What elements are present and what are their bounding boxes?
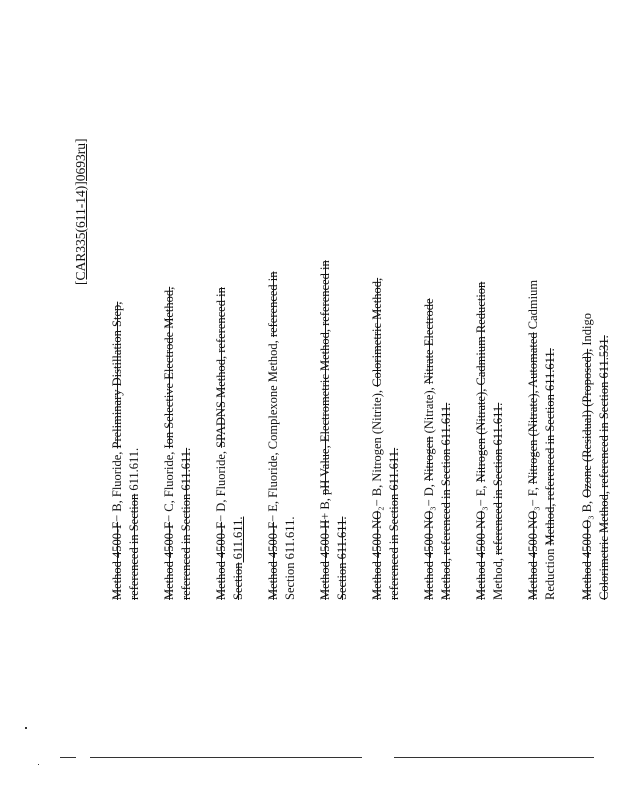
struck-text: Method 4500-O: [580, 519, 594, 600]
method-entry: [421, 260, 455, 600]
method-entry: [369, 260, 403, 600]
entry-text: ₃− D,: [422, 480, 436, 511]
entry-text: ₃ B,: [580, 497, 594, 520]
scan-speck: [25, 727, 27, 729]
method-entry: [579, 260, 613, 600]
struck-text: Method 4500-F: [266, 521, 280, 600]
entry-text: Cadmium Reduction: [526, 279, 557, 600]
method-entry: [109, 260, 143, 600]
struck-text: Colorimetric Method, referenced in Section 611.531.: [597, 335, 611, 600]
entry-text: − B, Fluoride,: [110, 448, 124, 522]
struck-text: Method, referenced in Section 611.611.: [543, 348, 557, 546]
struck-text: SPADNS Method, referenced in Section: [214, 287, 245, 600]
entry-text: Method,: [491, 554, 505, 600]
method-entry: [213, 260, 247, 600]
struck-text: Method 4500-NO: [422, 510, 436, 600]
struck-text: Method 4500-H: [318, 519, 332, 600]
struck-text: Method 4500-F: [214, 521, 228, 600]
struck-text: Method 4500-NO: [526, 510, 540, 600]
scan-speck: [38, 764, 39, 765]
struck-text: referenced in Section 611.611.: [491, 402, 505, 555]
footer-rule-short: [60, 757, 76, 758]
struck-text: Nitrogen (Nitrate), Cadmium Reduction: [474, 281, 488, 483]
struck-text: pH Value, Electrometric Method, referenced in Section 611.611.: [318, 260, 349, 600]
entry-text: − E, Fluoride, Complexone Method,: [266, 337, 280, 522]
struck-text: referenced in: [266, 271, 280, 338]
struck-text: Ion Selective Electrode Method, referenced in Section 611.611.: [162, 286, 193, 600]
entry-text: 611.611.: [127, 447, 141, 494]
rotated-content: [65, 55, 611, 605]
entry-text: Indigo: [580, 313, 594, 349]
footer-rule-right: [394, 757, 594, 758]
method-entry: [265, 260, 299, 600]
entry-text: Section 611.611.: [283, 516, 297, 600]
underlined-text: 611.611.: [231, 516, 245, 563]
struck-text: Method 4500-F: [110, 521, 124, 600]
entry-text: (Nitrate),: [422, 384, 436, 437]
struck-text: referenced in Section: [127, 493, 141, 600]
document-header-code: [CAR335(611-14)]0693ru]: [73, 138, 88, 285]
method-entry: [161, 260, 195, 600]
struck-text: Nitrogen: [422, 436, 436, 481]
struck-text: Ozone (Residual) (Proposed),: [580, 348, 594, 498]
struck-text: Method 4500-F: [162, 521, 176, 600]
entry-text: − D, Fluoride,: [214, 447, 228, 522]
method-entry: [317, 260, 351, 600]
entry-text: ₃− E,: [474, 482, 488, 511]
struck-text: Nitrogen (Nitrate), Automated: [526, 332, 540, 485]
entry-text: ₃− F,: [526, 484, 540, 511]
struck-text: Nitrate Electrode Method, referenced in Section 611.611.: [422, 298, 453, 600]
footer-rule-left: [90, 757, 362, 758]
entry-text: + B,: [318, 495, 332, 520]
entry-text: ₂− B, Nitrogen (Nitrite),: [370, 386, 384, 511]
struck-text: Preliminary Distillation Step,: [110, 301, 124, 449]
struck-text: Method 4500-NO: [474, 510, 488, 600]
struck-text: Colorimetric Method, referenced in Section 611.611.: [370, 277, 401, 600]
method-entry: [473, 260, 507, 600]
method-entry: [525, 260, 559, 600]
entry-text: − C, Fluoride,: [162, 448, 176, 522]
struck-text: Method 4500-NO: [370, 510, 384, 600]
